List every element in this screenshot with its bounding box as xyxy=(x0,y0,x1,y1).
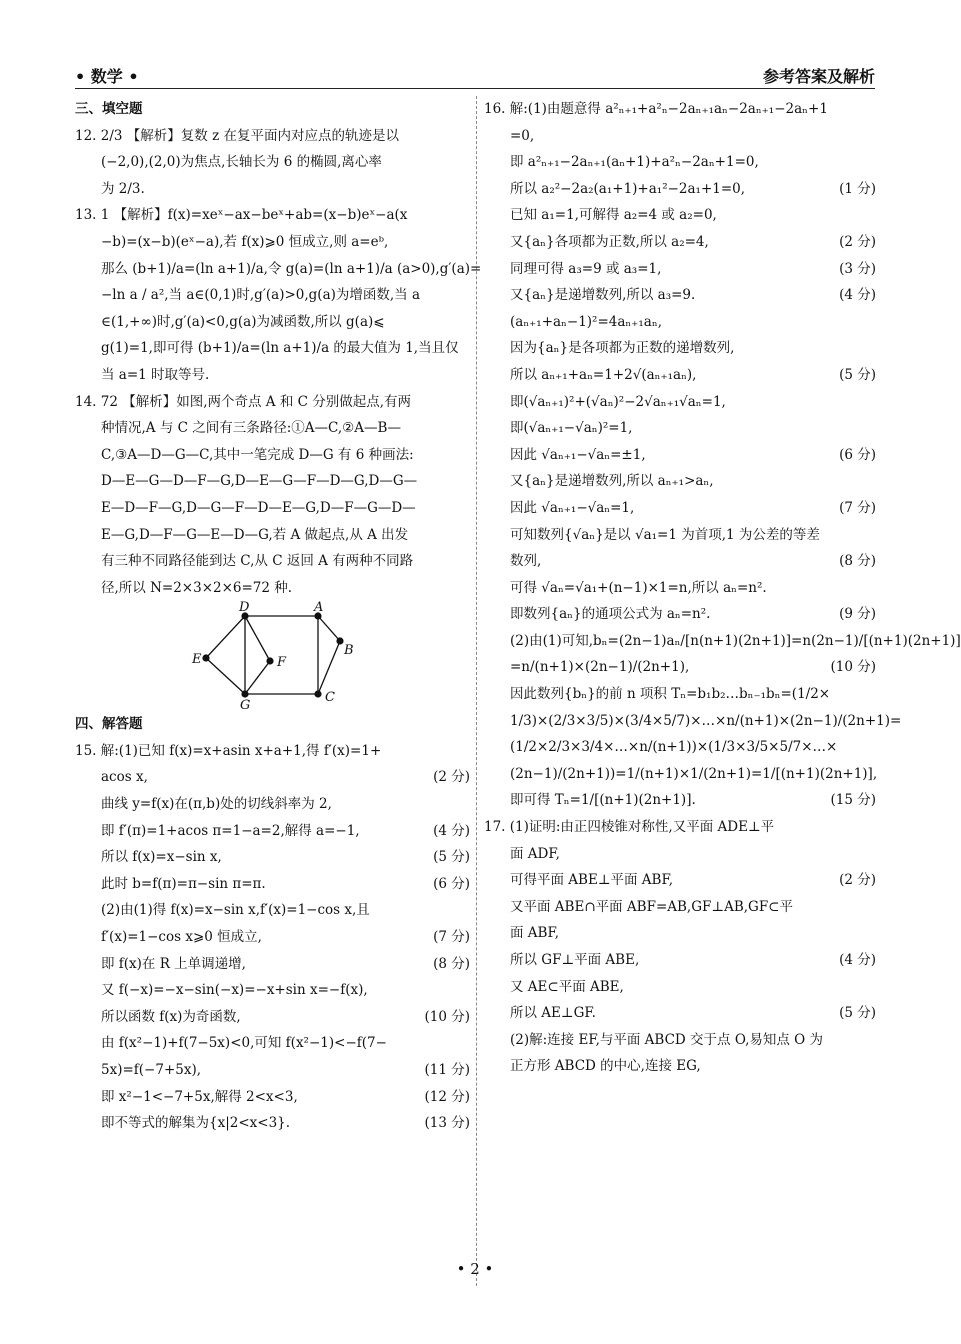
text-line xyxy=(75,575,470,602)
score-mark: (15 分) xyxy=(830,792,876,809)
label-A: A xyxy=(314,600,324,616)
score-mark: (2 分) xyxy=(433,769,470,786)
text-line xyxy=(484,894,876,921)
score-mark: (10 分) xyxy=(830,659,876,676)
line-text: 又{aₙ}各项都为正数,所以 a₂=4, xyxy=(510,233,709,250)
text-line xyxy=(75,415,470,442)
text-line xyxy=(75,202,470,229)
text-line xyxy=(484,787,876,814)
page-number: • 2 • xyxy=(456,1260,494,1278)
line-text: 又{aₙ}是递增数列,所以 a₃=9. xyxy=(510,287,696,304)
line-text: 又{aₙ}是递增数列,所以 aₙ₊₁>aₙ, xyxy=(510,473,714,490)
text-line xyxy=(75,977,470,1004)
node-B xyxy=(336,638,343,645)
score-mark: (1 分) xyxy=(839,180,876,197)
line-text: 17. (1)证明:由正四棱锥对称性,又平面 ADE⊥平 xyxy=(484,819,775,836)
text-line xyxy=(484,1027,876,1054)
text-line xyxy=(484,389,876,416)
text-line xyxy=(484,415,876,442)
right-lines xyxy=(484,96,961,1080)
line-text: 1/3)×(2/3×3/5)×(3/4×5/7)×…×n/(n+1)×(2n−1)/(2n+1)= xyxy=(510,712,902,729)
text-line xyxy=(75,442,470,469)
score-mark: (4 分) xyxy=(433,822,470,839)
text-line xyxy=(75,335,470,362)
line-text: 即 a²ₙ₊₁−2aₙ₊₁(aₙ+1)+a²ₙ−2aₙ+1=0, xyxy=(510,154,759,171)
text-line xyxy=(75,818,470,845)
line-text: 曲线 y=f(x)在(π,b)处的切线斜率为 2, xyxy=(101,796,332,813)
text-line xyxy=(484,282,876,309)
node-C xyxy=(314,691,321,698)
text-line xyxy=(484,681,876,708)
score-mark: (7 分) xyxy=(433,929,470,946)
line-text: 所以函数 f(x)为奇函数, xyxy=(101,1008,241,1025)
text-line xyxy=(484,841,876,868)
line-text: f′(x)=1−cos x⩾0 恒成立, xyxy=(101,929,262,946)
text-line xyxy=(75,844,470,871)
answer-title: 参考答案及解析 xyxy=(762,67,875,86)
text-line xyxy=(484,947,876,974)
line-text: (−2,0),(2,0)为焦点,长轴长为 6 的椭圆,离心率 xyxy=(101,154,382,171)
page-header xyxy=(75,62,875,89)
edge-EG xyxy=(206,658,245,694)
line-text: (2)解:连接 EF,与平面 ABCD 交于点 O,易知点 O 为 xyxy=(510,1031,824,1048)
text-line xyxy=(484,708,902,735)
line-text: 又平面 ABE∩平面 ABF=AB,GF⊥AB,GF⊂平 xyxy=(510,898,793,915)
line-text: (2)由(1)得 f(x)=x−sin x,f′(x)=1−cos x,且 xyxy=(101,902,370,919)
text-line xyxy=(484,867,876,894)
score-mark: (10 分) xyxy=(424,1008,470,1025)
line-text: 即 f(x)在 R 上单调递增, xyxy=(101,955,246,972)
line-text: C,③A—D—G—C,其中一笔完成 D—G 有 6 种画法: xyxy=(101,446,414,463)
line-text: E—G,D—F—G—E—D—G,若 A 做起点,从 A 出发 xyxy=(101,526,409,543)
line-text: 正方形 ABCD 的中心,连接 EG, xyxy=(510,1058,701,1075)
text-line xyxy=(75,495,470,522)
text-line xyxy=(484,601,876,628)
line-text: 又 AE⊂平面 ABE, xyxy=(510,978,624,995)
score-mark: (4 分) xyxy=(839,287,876,304)
text-line xyxy=(484,176,876,203)
score-mark: (3 分) xyxy=(839,260,876,277)
node-G xyxy=(241,691,248,698)
text-line xyxy=(75,871,470,898)
score-mark: (8 分) xyxy=(839,553,876,570)
line-text: 因此 √aₙ₊₁−√aₙ=1, xyxy=(510,499,635,516)
label-E: E xyxy=(192,652,202,668)
text-line xyxy=(75,1030,470,1057)
line-text: 13. 1 【解析】f(x)=xeˣ−ax−beˣ+ab=(x−b)eˣ−a(x xyxy=(75,207,408,224)
text-line xyxy=(75,1110,470,1137)
line-text: 已知 a₁=1,可解得 a₂=4 或 a₂=0, xyxy=(510,207,717,224)
label-D: D xyxy=(239,600,250,616)
score-mark: (2 分) xyxy=(839,872,876,889)
left-lines xyxy=(75,96,482,601)
left-column xyxy=(75,96,482,1137)
line-text: 12. 2/3 【解析】复数 z 在复平面内对应点的轨迹是以 xyxy=(75,127,399,144)
score-mark: (13 分) xyxy=(424,1115,470,1132)
text-line xyxy=(484,123,876,150)
text-line xyxy=(75,256,482,283)
edge-BC xyxy=(318,641,340,694)
line-text: 所以 f(x)=x−sin x, xyxy=(101,849,222,866)
text-line xyxy=(75,123,470,150)
text-line xyxy=(484,1053,876,1080)
line-text: 所以 aₙ₊₁+aₙ=1+2√(aₙ₊₁aₙ), xyxy=(510,366,697,383)
line-text: D—E—G—D—F—G,D—E—G—F—D—G,D—G— xyxy=(101,473,418,490)
text-line xyxy=(75,711,470,738)
text-line xyxy=(75,176,470,203)
text-line xyxy=(75,897,470,924)
text-line xyxy=(484,575,876,602)
line-text: 因为{aₙ}是各项都为正数的递增数列, xyxy=(510,340,735,357)
line-text: =n/(n+1)×(2n−1)/(2n+1), xyxy=(510,659,690,676)
edge-FG xyxy=(245,661,270,694)
line-text: 即(√aₙ₊₁−√aₙ)²=1, xyxy=(510,420,633,437)
line-text: −b)=(x−b)(eˣ−a),若 f(x)⩾0 恒成立,则 a=eᵇ, xyxy=(101,233,389,250)
line-text: 三、填空题 xyxy=(75,101,143,117)
text-line xyxy=(484,522,876,549)
line-text: 因此 √aₙ₊₁−√aₙ=±1, xyxy=(510,446,646,463)
line-text: 此时 b=f(π)=π−sin π=π. xyxy=(101,875,266,892)
text-line xyxy=(75,96,470,123)
label-B: B xyxy=(344,643,354,659)
text-line xyxy=(484,149,876,176)
text-line xyxy=(484,1000,876,1027)
text-line xyxy=(484,814,876,841)
text-line xyxy=(75,309,470,336)
score-mark: (4 分) xyxy=(839,952,876,968)
line-text: 为 2/3. xyxy=(101,180,145,197)
line-text: g(1)=1,即可得 (b+1)/a=(ln a+1)/a 的最大值为 1,当且仅 xyxy=(101,340,459,357)
right-column xyxy=(484,96,961,1080)
text-line xyxy=(75,791,470,818)
text-line xyxy=(75,1084,470,1111)
text-line xyxy=(484,96,876,123)
line-text: (2n−1)/(2n+1))=1/(n+1)×1/(2n+1)=1/[(n+1)(2n+1)], xyxy=(510,765,878,782)
subject-label: • 数学 • xyxy=(75,67,139,86)
line-text: (2)由(1)可知,bₙ=(2n−1)aₙ/[n(n+1)(2n+1)]=n(2n−1)/[(n+1)(2n+1)] xyxy=(510,632,961,649)
text-line xyxy=(484,468,876,495)
score-mark: (9 分) xyxy=(839,606,876,623)
text-line xyxy=(75,229,470,256)
line-text: 所以 GF⊥平面 ABE, xyxy=(510,952,640,968)
score-mark: (6 分) xyxy=(433,875,470,892)
text-line xyxy=(75,149,470,176)
text-line xyxy=(484,442,876,469)
text-line xyxy=(484,335,876,362)
label-C: C xyxy=(325,690,335,706)
text-line xyxy=(484,229,876,256)
text-line xyxy=(75,924,470,951)
text-line xyxy=(484,974,876,1001)
line-text: 由 f(x²−1)+f(7−5x)<0,可知 f(x²−1)<−f(7− xyxy=(101,1035,387,1052)
line-text: 即不等式的解集为{x|2<x<3}. xyxy=(101,1115,291,1132)
score-mark: (5 分) xyxy=(839,1005,876,1022)
line-text: 即 x²−1<−7+5x,解得 2<x<3, xyxy=(101,1088,298,1105)
text-line xyxy=(75,389,470,416)
text-line xyxy=(75,282,470,309)
line-text: acos x, xyxy=(101,769,148,786)
line-text: (1/2×2/3×3/4×…×n/(n+1))×(1/3×3/5×5/7×…× xyxy=(510,739,838,756)
line-text: =0, xyxy=(510,127,535,144)
line-text: 5x)=f(−7+5x), xyxy=(101,1062,202,1078)
line-text: 16. 解:(1)由题意得 a²ₙ₊₁+a²ₙ−2aₙ₊₁aₙ−2aₙ₊₁−2aₙ+1 xyxy=(484,101,828,117)
text-line xyxy=(484,548,876,575)
line-text: 即(√aₙ₊₁)²+(√aₙ)²−2√aₙ₊₁√aₙ=1, xyxy=(510,393,726,410)
text-line xyxy=(484,309,876,336)
score-mark: (6 分) xyxy=(839,446,876,463)
text-line xyxy=(484,654,876,681)
text-line xyxy=(75,951,470,978)
text-line xyxy=(75,468,470,495)
score-mark: (5 分) xyxy=(433,849,470,866)
line-text: 可得平面 ABE⊥平面 ABF, xyxy=(510,872,674,889)
line-text: 可知数列{√aₙ}是以 √a₁=1 为首项,1 为公差的等差 xyxy=(510,526,820,543)
text-line xyxy=(75,1004,470,1031)
graph-figure xyxy=(75,600,470,714)
line-text: −ln a / a²,当 a∈(0,1)时,g′(a)>0,g(a)为增函数,当 a xyxy=(101,287,421,304)
line-text: 种情况,A 与 C 之间有三条路径:①A—C,②A—B— xyxy=(101,420,401,437)
line-text: 即数列{aₙ}的通项公式为 aₙ=n². xyxy=(510,606,711,623)
text-line xyxy=(75,522,470,549)
text-line xyxy=(75,738,470,765)
text-line xyxy=(484,362,876,389)
score-mark: (12 分) xyxy=(424,1088,470,1105)
node-F xyxy=(266,658,273,665)
text-line xyxy=(75,548,470,575)
line-text: 面 ADF, xyxy=(510,845,560,862)
edge-DF xyxy=(245,616,270,661)
line-text: 即可得 Tₙ=1/[(n+1)(2n+1)]. xyxy=(510,792,696,809)
line-text: 可得 √aₙ=√a₁+(n−1)×1=n,所以 aₙ=n². xyxy=(510,579,767,596)
text-line xyxy=(75,362,470,389)
left-lines-2 xyxy=(75,711,470,1137)
text-line xyxy=(484,734,876,761)
text-line xyxy=(484,202,876,229)
score-mark: (8 分) xyxy=(433,955,470,972)
edge-DE xyxy=(206,616,245,658)
label-F: F xyxy=(277,655,287,671)
line-text: ∈(1,+∞)时,g′(a)<0,g(a)为减函数,所以 g(a)⩽ xyxy=(101,313,385,330)
line-text: 即 f′(π)=1+acos π=1−a=2,解得 a=−1, xyxy=(101,822,360,839)
line-text: 同理可得 a₃=9 或 a₃=1, xyxy=(510,260,662,277)
text-line xyxy=(484,495,876,522)
text-line xyxy=(75,1057,470,1084)
line-text: 所以 a₂²−2a₂(a₁+1)+a₁²−2a₁+1=0, xyxy=(510,180,746,197)
line-text: 面 ABF, xyxy=(510,925,560,942)
score-mark: (2 分) xyxy=(839,233,876,250)
score-mark: (11 分) xyxy=(424,1062,470,1078)
edge-AB xyxy=(318,616,340,641)
text-line xyxy=(484,628,961,655)
line-text: 有三种不同路径能到达 C,从 C 返回 A 有两种不同路 xyxy=(101,553,414,570)
line-text: 又 f(−x)=−x−sin(−x)=−x+sin x=−f(x), xyxy=(101,982,368,999)
line-text: E—D—F—G,D—G—F—D—E—G,D—F—G—D— xyxy=(101,499,416,516)
node-E xyxy=(202,655,209,662)
line-text: 所以 AE⊥GF. xyxy=(510,1005,596,1022)
text-line xyxy=(484,761,876,788)
line-text: 因此数列{bₙ}的前 n 项积 Tₙ=b₁b₂…bₙ₋₁bₙ=(1/2× xyxy=(510,686,831,703)
line-text: 14. 72 【解析】如图,两个奇点 A 和 C 分别做起点,有两 xyxy=(75,393,412,410)
score-mark: (5 分) xyxy=(839,366,876,383)
text-line xyxy=(484,920,876,947)
line-text: 当 a=1 时取等号. xyxy=(101,366,210,383)
line-text: 四、解答题 xyxy=(75,716,143,733)
graph-svg xyxy=(75,600,470,714)
text-line xyxy=(484,256,876,283)
line-text: 数列, xyxy=(510,553,542,570)
line-text: 那么 (b+1)/a=(ln a+1)/a,令 g(a)=(ln a+1)/a (a>0),g′(a)= xyxy=(101,260,482,277)
line-text: (aₙ₊₁+aₙ−1)²=4aₙ₊₁aₙ, xyxy=(510,313,662,330)
score-mark: (7 分) xyxy=(839,499,876,516)
line-text: 15. 解:(1)已知 f(x)=x+asin x+a+1,得 f′(x)=1+ xyxy=(75,742,382,759)
text-line xyxy=(75,764,470,791)
line-text: 径,所以 N=2×3×2×6=72 种. xyxy=(101,579,293,596)
label-G: G xyxy=(240,698,251,714)
